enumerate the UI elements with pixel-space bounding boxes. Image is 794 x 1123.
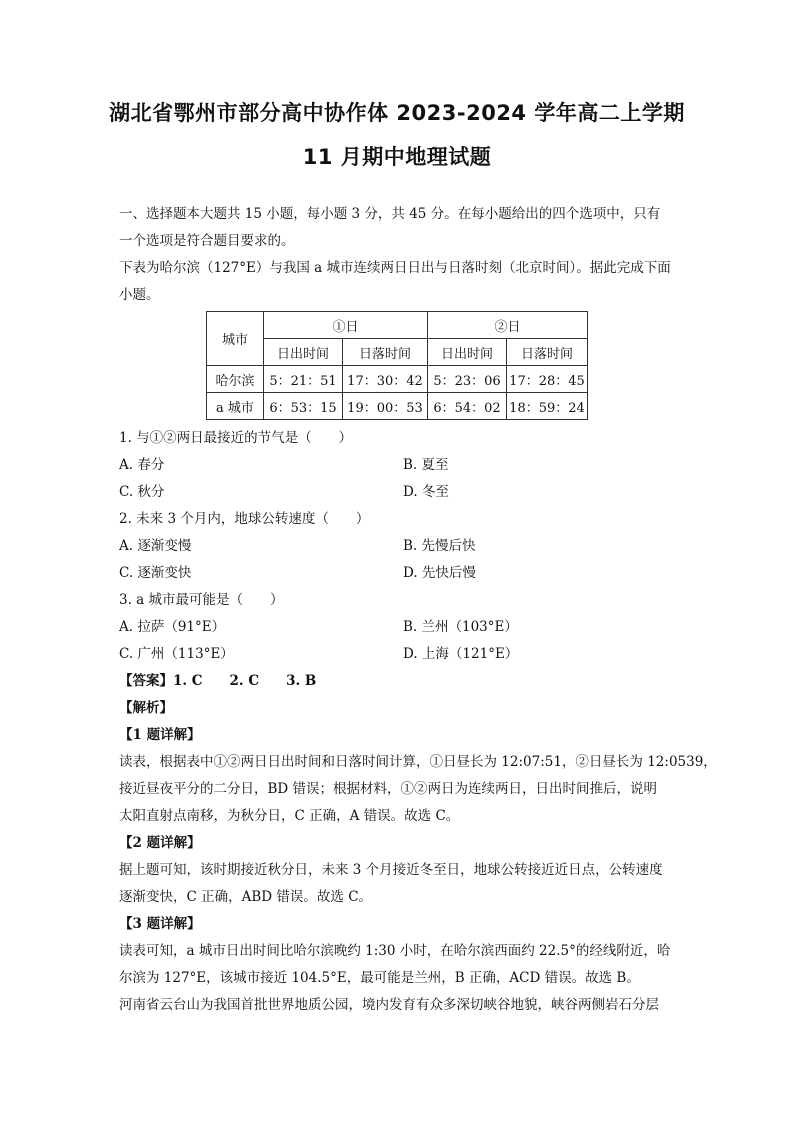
table-header-sunset: 日落时间 [343, 339, 428, 366]
section-intro-line-1: 一、选择题本大题共 15 小题，每小题 3 分，共 45 分。在每小题给出的四个选项中，只有 [119, 206, 661, 222]
next-material-line-1: 河南省云台山为我国首批世界地质公园，境内发育有众多深切峡谷地貌，峡谷两侧岩石分层 [119, 997, 659, 1013]
table-cell-city: 哈尔滨 [207, 366, 264, 393]
question-3-option-a: A. 拉萨（91°E） [119, 619, 226, 635]
table-cell: 19：00：53 [343, 393, 428, 420]
table-cell: 17：28：45 [507, 366, 588, 393]
table-cell: 6：53：15 [264, 393, 343, 420]
title-line-1: 湖北省鄂州市部分高中协作体 2023-2024 学年高二上学期 [109, 101, 685, 125]
question-2-option-b: B. 先慢后快 [403, 538, 476, 554]
question-3-option-b: B. 兰州（103°E） [403, 619, 518, 635]
table-cell: 6：54：02 [428, 393, 507, 420]
detail-3-heading: 【3 题详解】 [119, 916, 201, 932]
question-1-option-d: D. 冬至 [403, 484, 449, 500]
table-cell: 17：30：42 [343, 366, 428, 393]
question-2-option-a: A. 逐渐变慢 [119, 538, 192, 554]
answer-line: 【答案】1. C 2. C 3. B [119, 673, 317, 689]
material-line-1: 下表为哈尔滨（127°E）与我国 a 城市连续两日日出与日落时刻（北京时间）。据此完成下面 [119, 260, 671, 276]
question-3-stem: 3. a 城市最可能是（ ） [119, 592, 284, 608]
detail-3-line-2: 尔滨为 127°E，该城市接近 104.5°E，最可能是兰州，B 正确，ACD 错误。故选 B。 [119, 970, 640, 986]
question-1-option-b: B. 夏至 [403, 457, 449, 473]
table-cell: 5：23：06 [428, 366, 507, 393]
table-cell-city: a 城市 [207, 393, 264, 420]
question-2-stem: 2. 未来 3 个月内，地球公转速度（ ） [119, 511, 370, 527]
table-cell: 18：59：24 [507, 393, 588, 420]
question-1-option-c: C. 秋分 [119, 484, 165, 500]
detail-3-line-1: 读表可知，a 城市日出时间比哈尔滨晚约 1:30 小时，在哈尔滨西面约 22.5°的经线附近，哈 [119, 943, 671, 959]
detail-1-heading: 【1 题详解】 [119, 727, 201, 743]
question-1-stem: 1. 与①②两日最接近的节气是（ ） [119, 430, 353, 446]
table-header-city: 城市 [207, 312, 264, 366]
detail-1-line-3: 太阳直射点南移，为秋分日，C 正确，A 错误。故选 C。 [119, 808, 460, 824]
analysis-heading: 【解析】 [119, 700, 173, 716]
detail-2-line-1: 据上题可知，该时期接近秋分日，未来 3 个月接近冬至日，地球公转接近近日点，公转速度 [119, 862, 663, 878]
sunrise-sunset-table [206, 311, 588, 420]
question-3-option-c: C. 广州（113°E） [119, 646, 234, 662]
table-header-day2: ②日 [428, 312, 588, 339]
question-2-option-d: D. 先快后慢 [403, 565, 476, 581]
table-row [207, 393, 588, 420]
detail-2-line-2: 逐渐变快，C 正确，ABD 错误。故选 C。 [119, 889, 373, 905]
detail-1-line-2: 接近昼夜平分的二分日，BD 错误；根据材料，①②两日为连续两日，日出时间推后，说明 [119, 781, 658, 797]
table-row [207, 366, 588, 393]
table-header-sunrise: 日出时间 [428, 339, 507, 366]
table-header-sunrise: 日出时间 [264, 339, 343, 366]
question-2-option-c: C. 逐渐变快 [119, 565, 192, 581]
question-3-option-d: D. 上海（121°E） [403, 646, 519, 662]
detail-2-heading: 【2 题详解】 [119, 835, 201, 851]
section-intro-line-2: 一个选项是符合题目要求的。 [119, 233, 295, 249]
table-header-day1: ①日 [264, 312, 428, 339]
table-cell: 5：21：51 [264, 366, 343, 393]
table-header-sunset: 日落时间 [507, 339, 588, 366]
material-line-2: 小题。 [119, 287, 160, 303]
title-line-2: 11 月期中地理试题 [302, 145, 492, 169]
question-1-option-a: A. 春分 [119, 457, 165, 473]
detail-1-line-1: 读表，根据表中①②两日日出时间和日落时间计算，①日昼长为 12:07:51，②日昼长为 12:0539， [119, 754, 717, 770]
